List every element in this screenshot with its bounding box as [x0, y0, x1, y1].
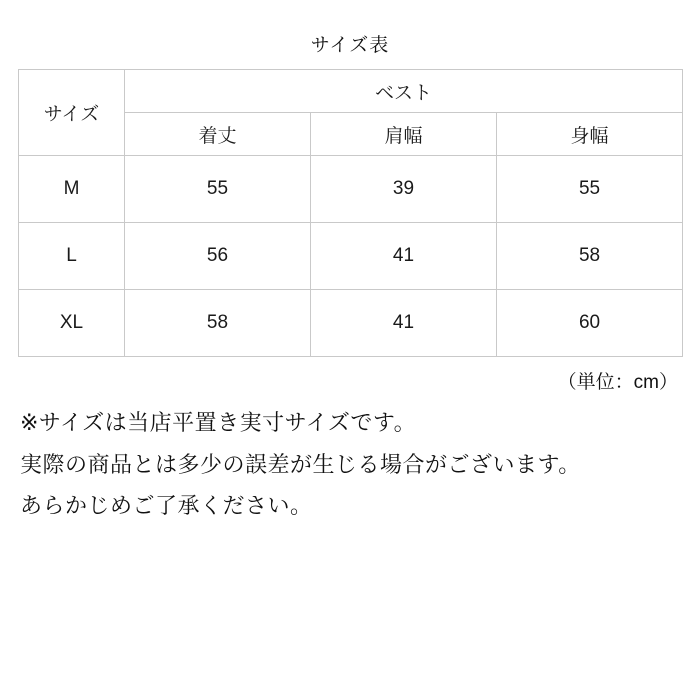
table-header-row-group — [19, 70, 683, 113]
cell-value: 41 — [311, 223, 497, 290]
cell-value: 41 — [311, 290, 497, 357]
row-size-label: L — [19, 223, 125, 290]
unit-note: （単位：cm） — [557, 372, 678, 393]
header-group-label: ベスト — [125, 70, 683, 113]
header-size-label: サイズ — [19, 70, 125, 156]
notes-block — [18, 408, 682, 521]
cell-value: 58 — [497, 223, 683, 290]
cell-value: 56 — [125, 223, 311, 290]
header-column-0: 着丈 — [125, 113, 311, 156]
table-row — [19, 156, 683, 223]
table-row — [19, 290, 683, 357]
row-size-label: XL — [19, 290, 125, 357]
header-column-2: 身幅 — [497, 113, 683, 156]
cell-value: 58 — [125, 290, 311, 357]
size-table — [18, 69, 683, 357]
cell-value: 60 — [497, 290, 683, 357]
note-line-3: あらかじめご了承ください。 — [20, 493, 313, 519]
page-title: サイズ表 — [310, 35, 390, 56]
cell-value: 39 — [311, 156, 497, 223]
table-row — [19, 223, 683, 290]
note-line-2: 実際の商品とは多少の誤差が生じる場合がございます。 — [20, 451, 581, 477]
row-size-label: M — [19, 156, 125, 223]
cell-value: 55 — [125, 156, 311, 223]
cell-value: 55 — [497, 156, 683, 223]
note-line-1: ※サイズは当店平置き実寸サイズです。 — [20, 410, 417, 435]
header-column-1: 肩幅 — [311, 113, 497, 156]
